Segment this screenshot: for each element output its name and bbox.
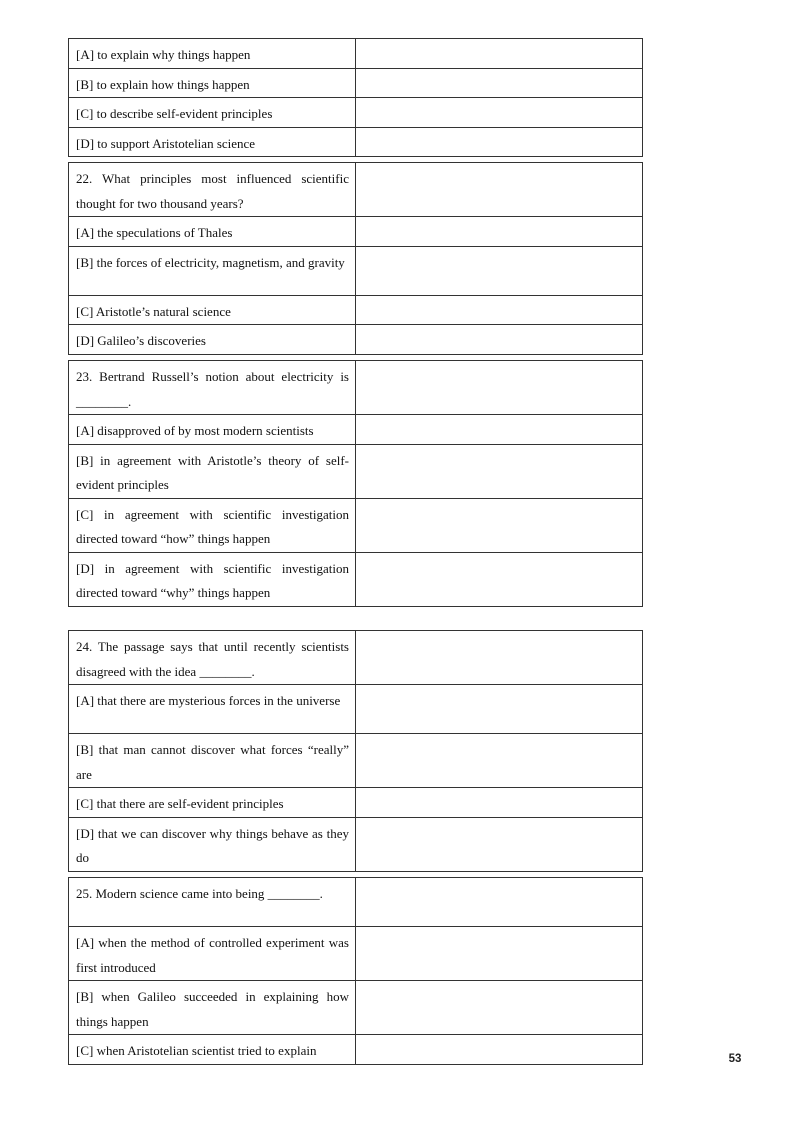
option-row xyxy=(69,39,643,69)
question-row xyxy=(69,163,643,217)
option-cell xyxy=(69,927,356,981)
option-text: [B] in agreement with Aristotle’s theory of self-evident principles xyxy=(76,452,349,492)
question-cell xyxy=(69,631,356,685)
option-text: [A] disapproved of by most modern scientists xyxy=(76,423,314,438)
option-text: [D] that we can discover why things behave as they do xyxy=(76,825,349,865)
question-text: 22. What principles most influenced scientific thought for two thousand years? xyxy=(76,171,349,211)
option-cell xyxy=(69,98,356,128)
option-cell xyxy=(69,981,356,1035)
question-25-table xyxy=(68,877,643,1065)
option-text: [C] to describe self-evident principles xyxy=(76,106,273,121)
option-text: [B] to explain how things happen xyxy=(76,76,250,92)
option-row xyxy=(69,415,643,445)
option-cell xyxy=(69,685,356,734)
option-cell xyxy=(69,552,356,606)
question-text: 25. Modern science came into being ________. xyxy=(76,886,323,901)
option-cell xyxy=(69,444,356,498)
option-row xyxy=(69,927,643,981)
option-row xyxy=(69,98,643,128)
option-row xyxy=(69,217,643,247)
option-row xyxy=(69,295,643,325)
option-row xyxy=(69,444,643,498)
question-22-table xyxy=(68,162,643,355)
option-row xyxy=(69,68,643,98)
option-text: [A] the speculations of Thales xyxy=(76,225,233,240)
answer-cell xyxy=(356,631,643,685)
answer-cell xyxy=(356,981,643,1035)
option-row xyxy=(69,788,643,818)
option-text: [D] in agreement with scientific investigation directed toward “why” things happen xyxy=(76,560,349,600)
option-row xyxy=(69,325,643,355)
option-cell xyxy=(69,39,356,69)
option-cell xyxy=(69,127,356,157)
answer-cell xyxy=(356,217,643,247)
question-row xyxy=(69,631,643,685)
option-cell xyxy=(69,1035,356,1065)
option-cell xyxy=(69,788,356,818)
option-text: [C] that there are self-evident principles xyxy=(76,796,284,811)
answer-cell xyxy=(356,878,643,927)
answer-cell xyxy=(356,685,643,734)
option-cell xyxy=(69,295,356,325)
option-text: [A] to explain why things happen xyxy=(76,47,251,62)
question-24-table xyxy=(68,630,643,872)
answer-cell xyxy=(356,246,643,295)
question-cell xyxy=(69,878,356,927)
option-cell xyxy=(69,734,356,788)
option-cell xyxy=(69,246,356,295)
answer-cell xyxy=(356,127,643,157)
answer-cell xyxy=(356,361,643,415)
option-text: [D] to support Aristotelian science xyxy=(76,135,256,151)
option-row xyxy=(69,1035,643,1065)
answer-cell xyxy=(356,788,643,818)
option-text: [B] that man cannot discover what forces “really” are xyxy=(76,742,349,782)
option-row xyxy=(69,127,643,157)
question-cell xyxy=(69,163,356,217)
answer-cell xyxy=(356,325,643,355)
answer-cell xyxy=(356,817,643,871)
answer-cell xyxy=(356,444,643,498)
option-row xyxy=(69,685,643,734)
option-cell xyxy=(69,498,356,552)
option-text: [C] Aristotle’s natural science xyxy=(76,303,231,319)
option-cell xyxy=(69,817,356,871)
answer-cell xyxy=(356,734,643,788)
answer-cell xyxy=(356,927,643,981)
question-text: 24. The passage says that until recently scientists disagreed with the idea ________. xyxy=(76,639,349,679)
option-text: [B] the forces of electricity, magnetism, and gravity xyxy=(76,254,345,270)
question-cell xyxy=(69,361,356,415)
option-text: [B] when Galileo succeeded in explaining how things happen xyxy=(76,989,349,1029)
answer-cell xyxy=(356,68,643,98)
answer-cell xyxy=(356,98,643,128)
page-number: 53 xyxy=(728,1053,742,1065)
option-cell xyxy=(69,217,356,247)
option-row xyxy=(69,246,643,295)
option-row xyxy=(69,981,643,1035)
question-row xyxy=(69,878,643,927)
option-row xyxy=(69,552,643,606)
question-text: 23. Bertrand Russell’s notion about electricity is ________. xyxy=(76,369,349,409)
answer-cell xyxy=(356,163,643,217)
option-cell xyxy=(69,68,356,98)
option-text: [C] when Aristotelian scientist tried to explain xyxy=(76,1043,317,1058)
option-row xyxy=(69,734,643,788)
answer-cell xyxy=(356,1035,643,1065)
option-cell xyxy=(69,325,356,355)
answer-cell xyxy=(356,415,643,445)
option-cell xyxy=(69,415,356,445)
answer-cell xyxy=(356,39,643,69)
option-text: [A] when the method of controlled experiment was first introduced xyxy=(76,935,349,975)
option-text: [C] in agreement with scientific investigation directed toward “how” things happen xyxy=(76,506,349,546)
answer-cell xyxy=(356,295,643,325)
answer-cell xyxy=(356,498,643,552)
option-text: [D] Galileo’s discoveries xyxy=(76,333,206,348)
answer-cell xyxy=(356,552,643,606)
option-text: [A] that there are mysterious forces in the universe xyxy=(76,693,341,708)
question-21-options-table xyxy=(68,38,643,157)
question-23-table xyxy=(68,360,643,607)
question-row xyxy=(69,361,643,415)
option-row xyxy=(69,498,643,552)
option-row xyxy=(69,817,643,871)
